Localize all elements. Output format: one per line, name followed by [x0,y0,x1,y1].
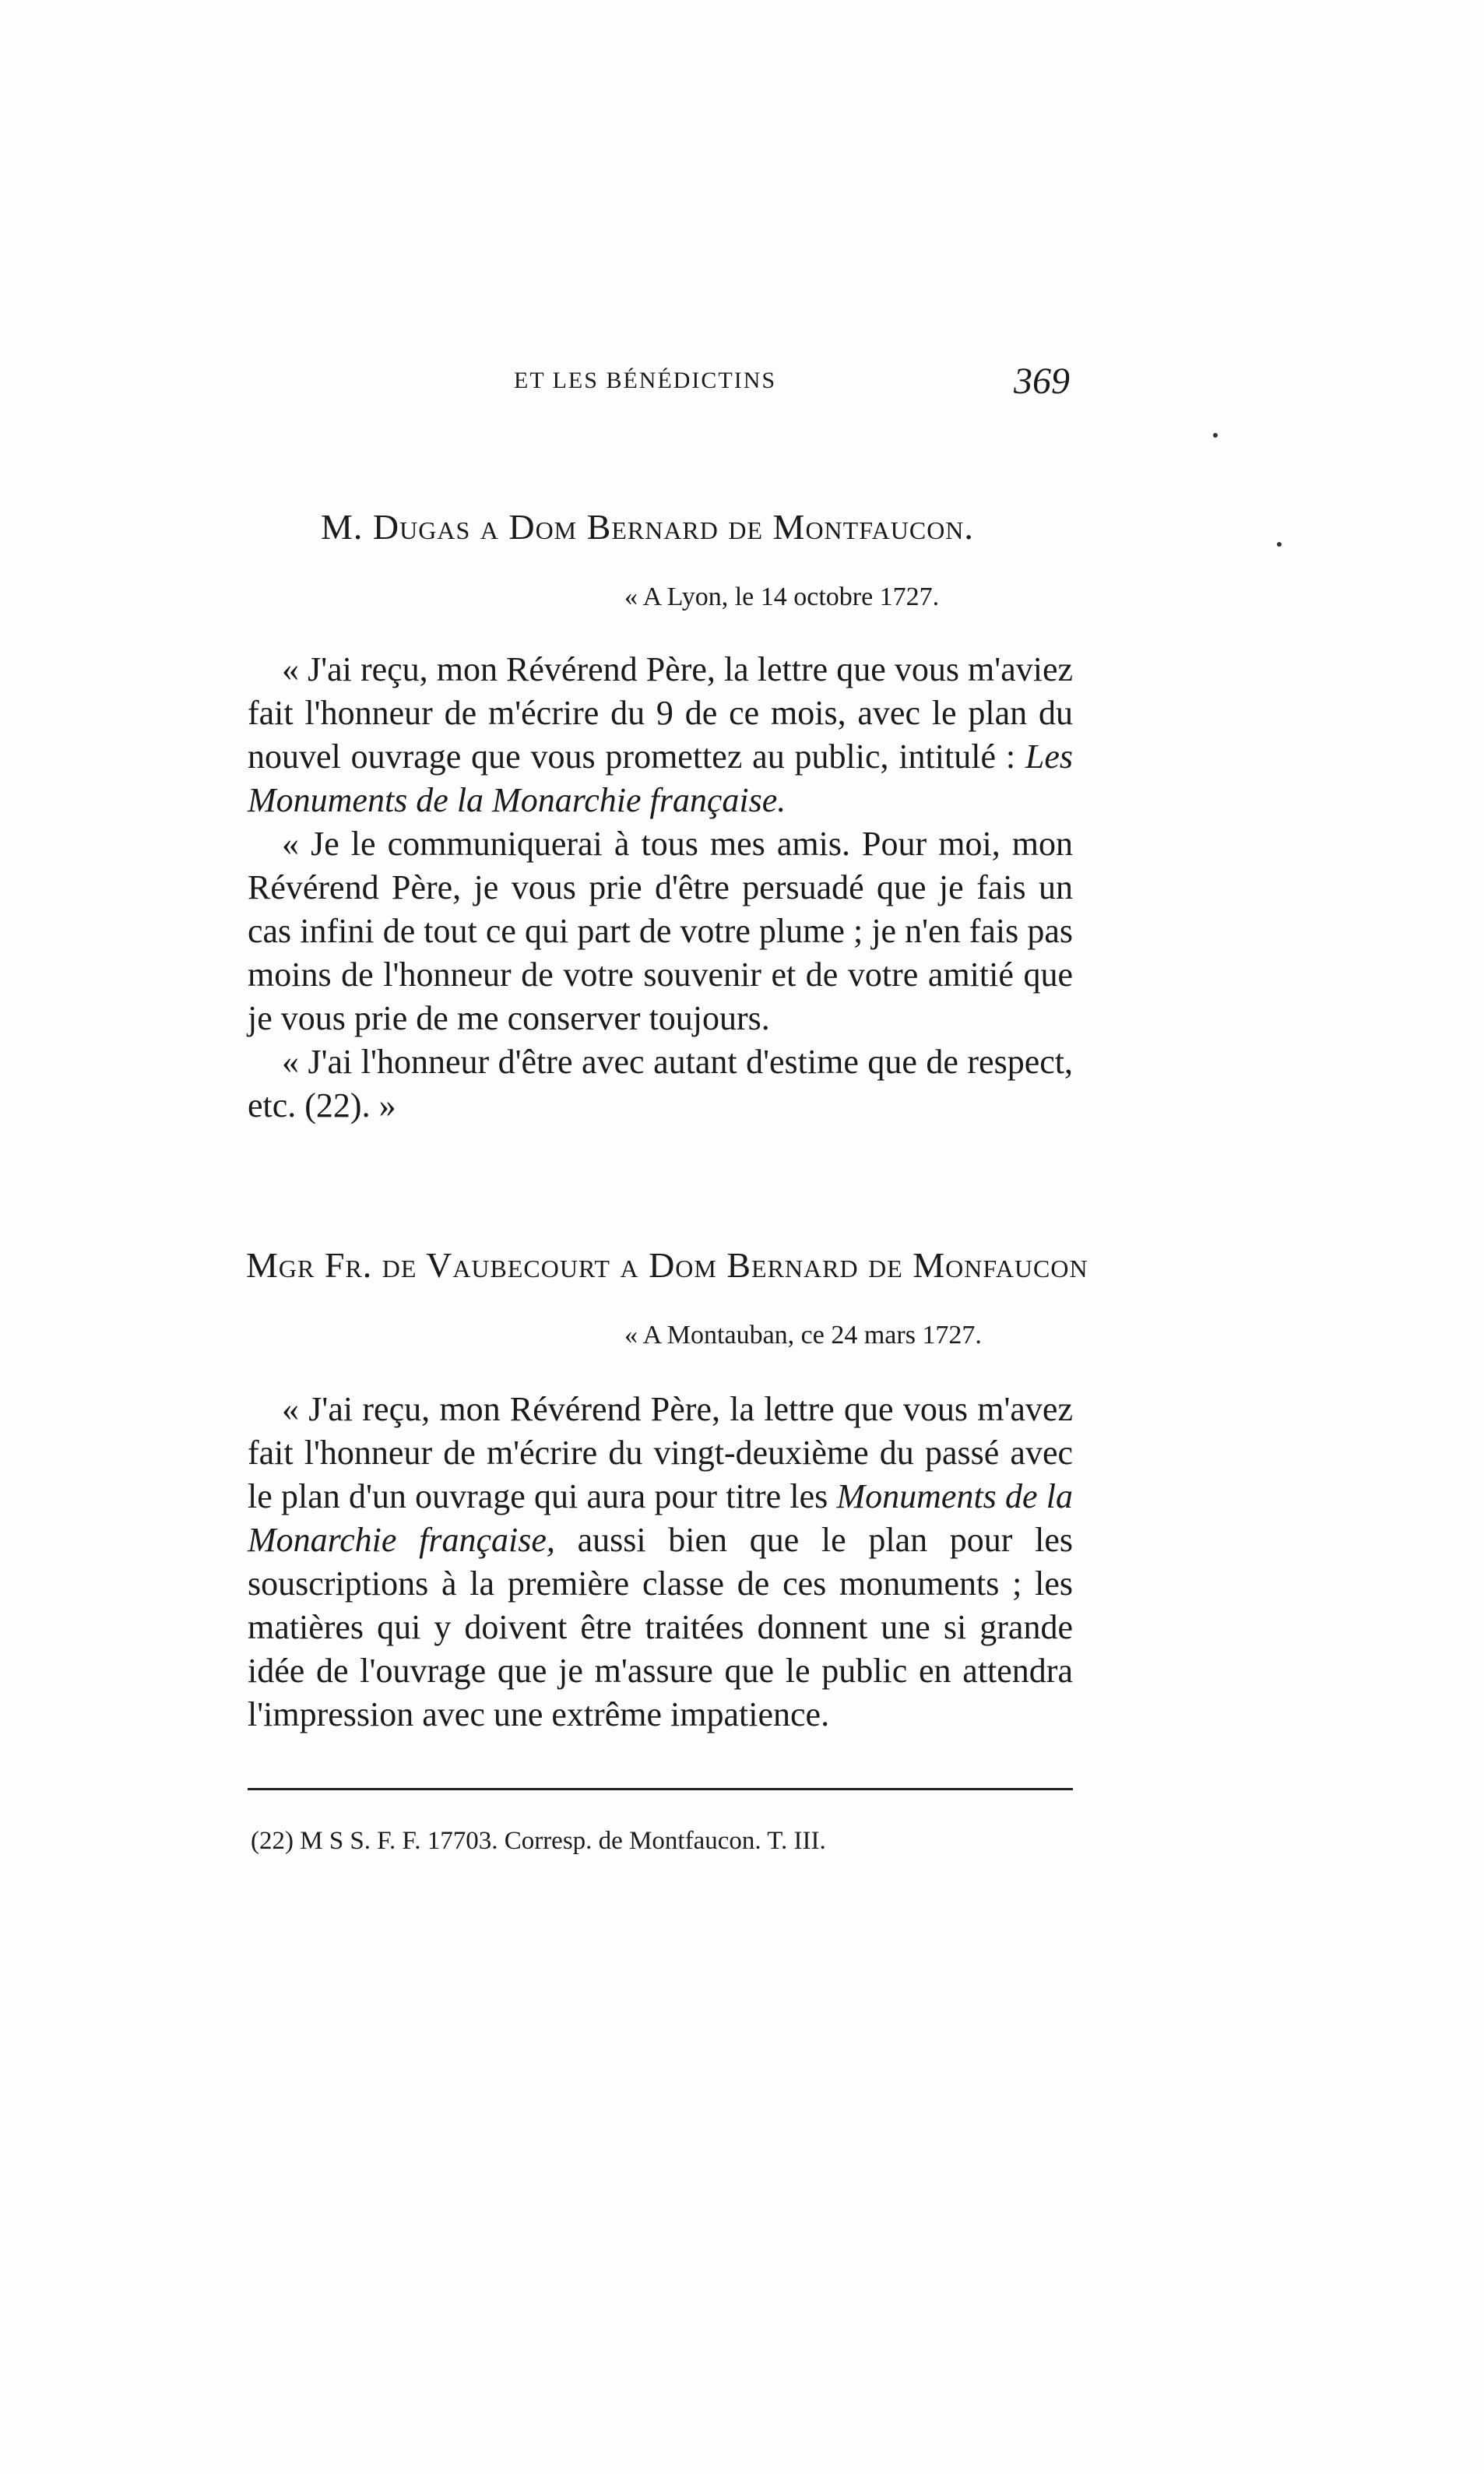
letter-1-paragraph-3: « J'ai l'honneur d'être avec autant d'estime que de respect, etc. (22). » [248,1043,1073,1124]
page-speck [1277,542,1282,547]
letter-1-paragraph [248,648,1073,822]
letter-2-heading: Mgr Fr. de Vaubecourt a Dom Bernard de Monfaucon [246,1245,1088,1285]
letter-1-paragraph-2: « Je le communiquerai à tous mes amis. Pour moi, mon Révérend Père, je vous prie d'être persuadé que je fais un cas infini de tout ce qui part de votre plume ; je n'en fais pas moins de l'honneur de votre souvenir et de votre amitié que je vous prie de me conserver toujours. [248,825,1073,1037]
letter-2-date: « A Montauban, ce 24 mars 1727. [624,1321,982,1350]
footnote-divider [248,1788,1073,1790]
footnote: (22) M S S. F. F. 17703. Corresp. de Montfaucon. T. III. [251,1827,826,1855]
letter-1-heading: M. Dugas a Dom Bernard de Montfaucon. [321,507,974,547]
running-head-title: ET LES BÉNÉDICTINS [514,368,777,393]
letter-2-paragraph-end: aussi bien que le plan pour les souscriptions à la première classe de ces monuments ; les matières qui y doivent être traitées donnent une si grande idée de l'ouvrage que je m'assure que le public en attendra l'impression avec une extrême impatience. [248,1521,1073,1733]
page-number: 369 [1014,361,1070,402]
letter-2-paragraph-start: « J'ai reçu, mon Révérend Père, la lettre que vous m'avez fait l'honneur de m'écrire du vingt-deuxième du passé avec le plan d'un ouvrage qui aura pour titre les [248,1390,1073,1515]
letter-2-work-title: Monuments de la Monarchie française, [248,1477,1074,1559]
letter-2-paragraph [248,1388,1073,1737]
page-speck [1213,433,1218,438]
letter-2-body [248,1388,1073,1737]
letter-1-body [248,648,1073,1128]
letter-1-paragraph-1-start: « J'ai reçu, mon Révérend Père, la lettre que vous m'aviez fait l'honneur de m'écrire du 9 de ce mois, avec le plan du nouvel ouvrage que vous promettez au public, intitulé : [248,650,1073,776]
letter-1-date: « A Lyon, le 14 octobre 1727. [624,582,940,611]
letter-1-work-title: Les Monuments de la Monarchie française. [248,737,1073,819]
